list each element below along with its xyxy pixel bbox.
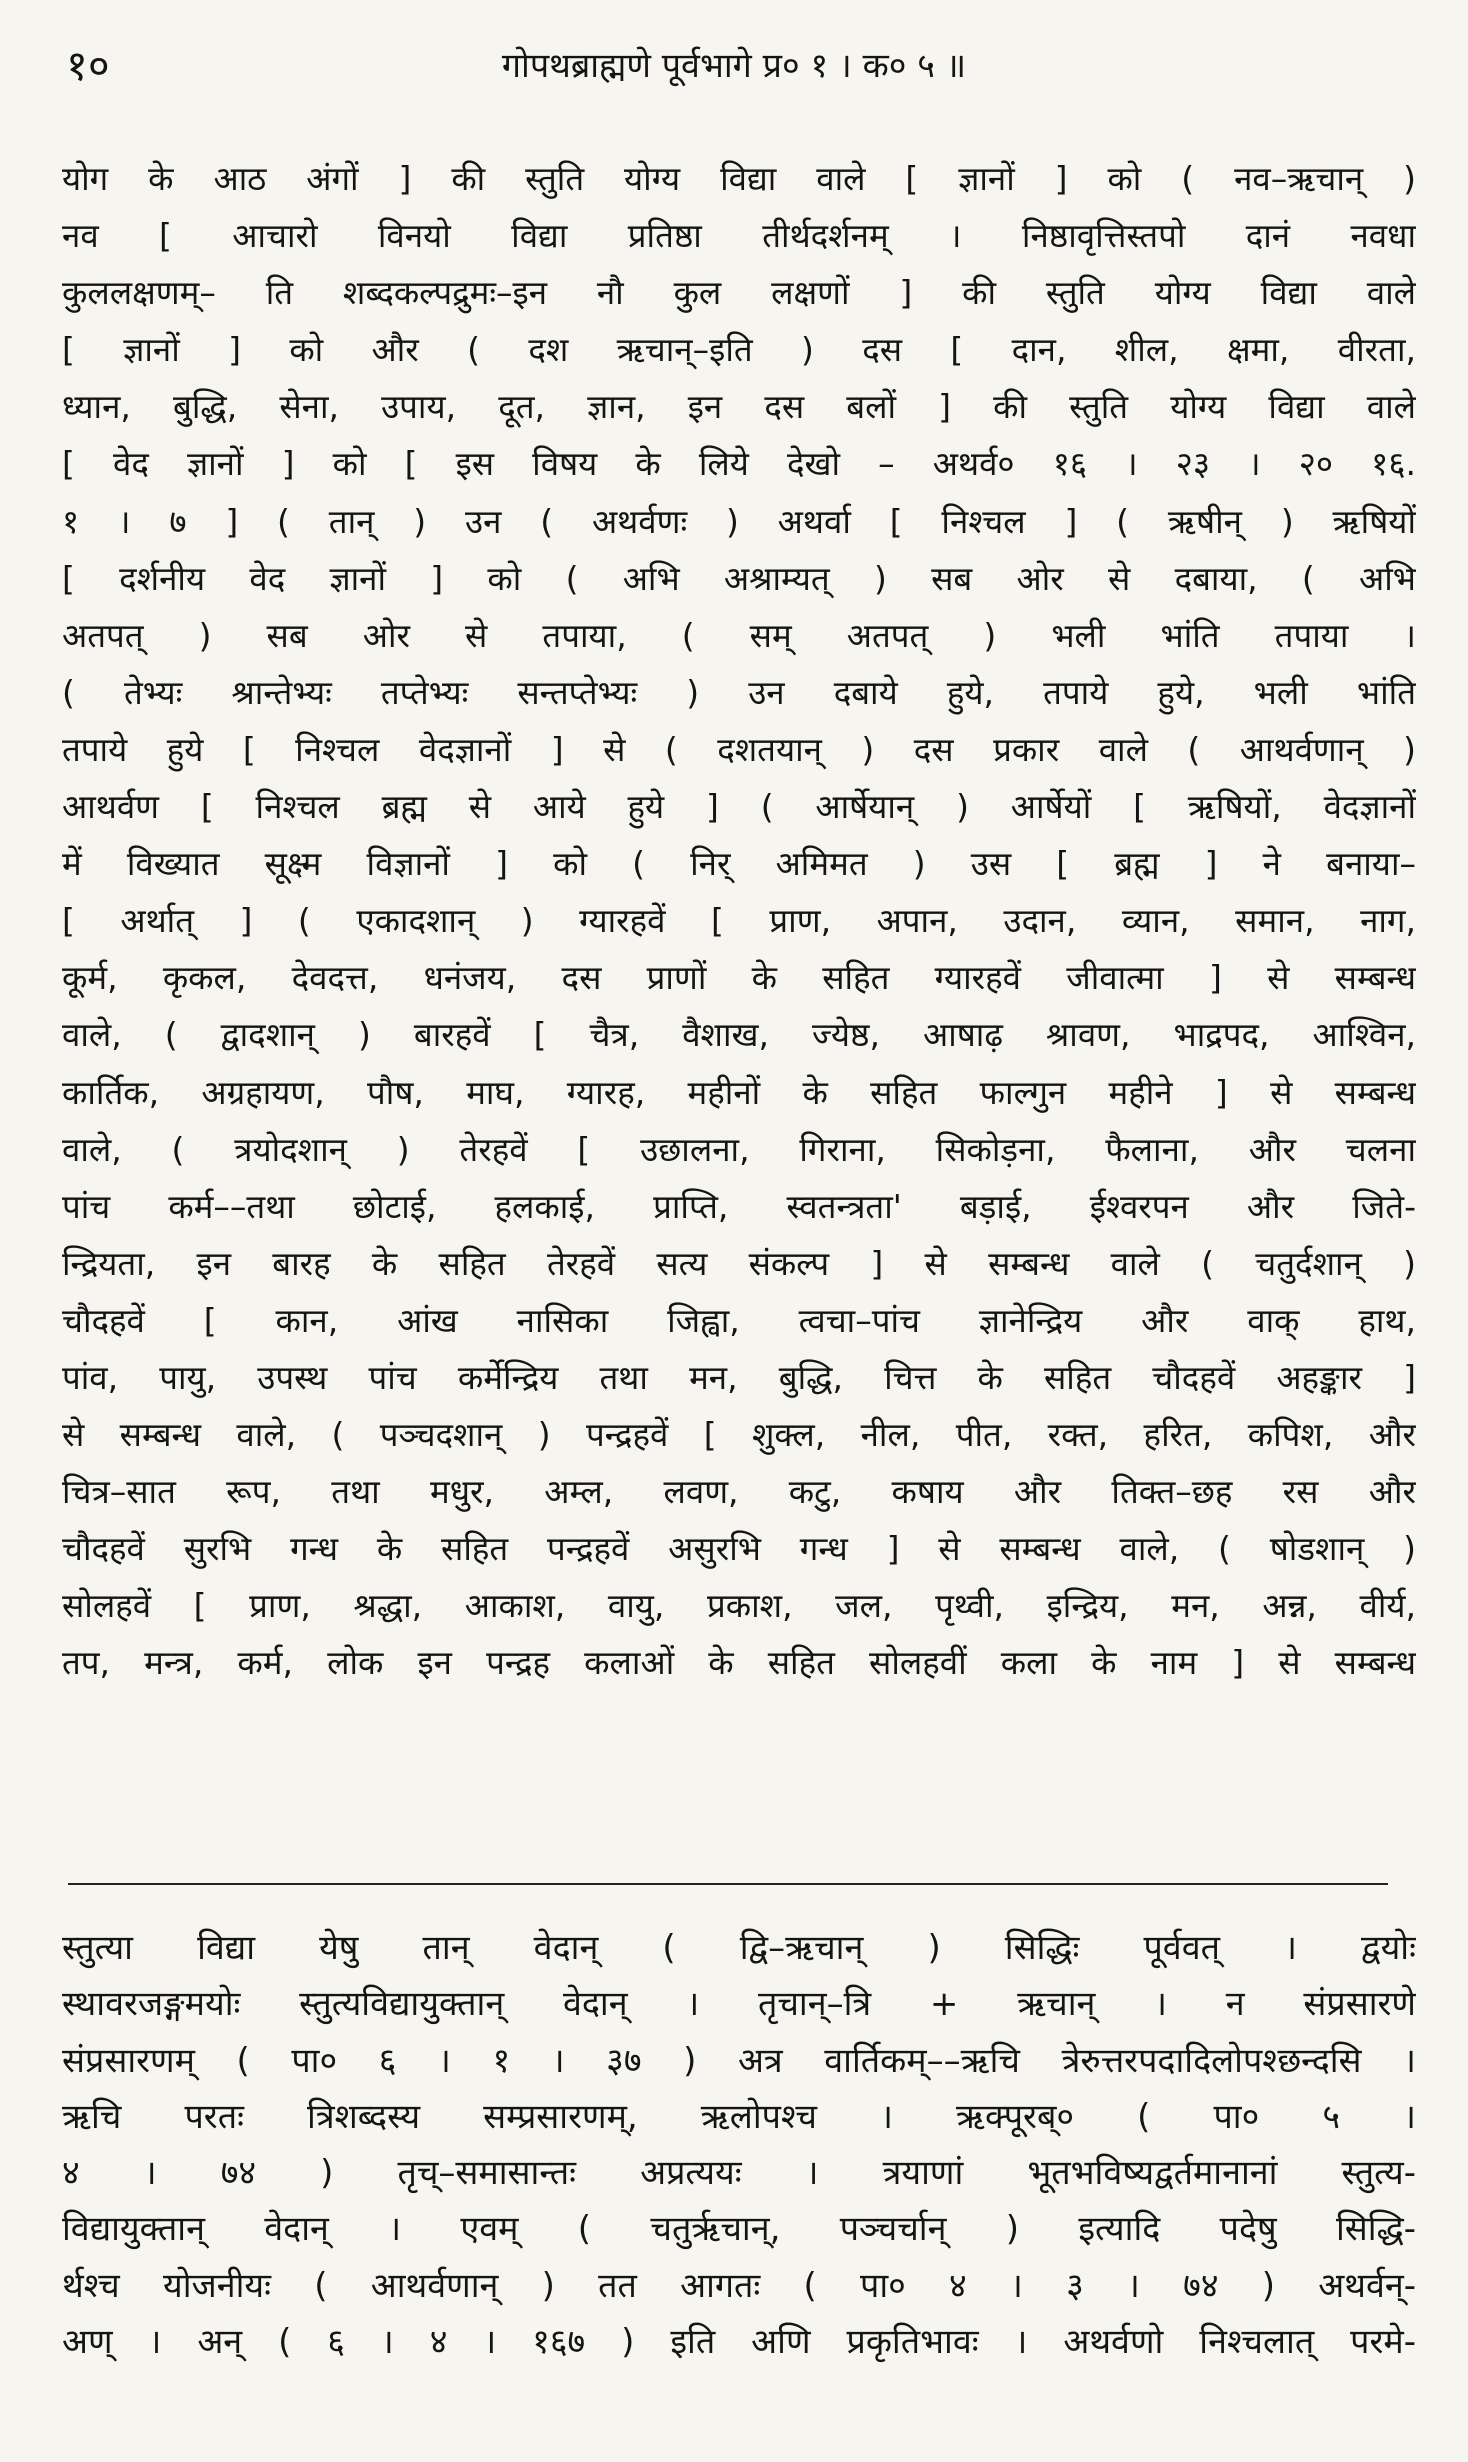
text-line: कूर्म, कृकल, देवदत्त, धनंजय, दस प्राणों के सहित ग्यारहवें जीवात्मा ] से सम्बन्ध	[62, 958, 1416, 998]
footnote-line: स्तुत्या विद्या येषु तान् वेदान् ( द्वि–ऋचान् ) सिद्धिः पूर्ववत् । द्वयोः	[62, 1928, 1416, 1968]
page-header	[66, 36, 1402, 96]
text-line: वाले, ( त्रयोदशान् ) तेरहवें [ उछालना, गिराना, सिकोड़ना, फैलाना, और चलना	[62, 1129, 1416, 1169]
footnote-line: ४ । ७४ ) तृच्–समासान्तः अप्रत्ययः । त्रयाणां भूतभविष्यद्वर्तमानानां स्तुत्य-	[62, 2153, 1416, 2194]
text-line: योग के आठ अंगों ] की स्तुति योग्य विद्या वाले [ ज्ञानों ] को ( नव–ऋचान् )	[62, 159, 1416, 198]
footnote-line: ऋचि परतः त्रिशब्दस्य सम्प्रसारणम्, ऋलोपश्च । ऋक्पूरब्० ( पा० ५ ।	[62, 2096, 1416, 2137]
text-line: [ ज्ञानों ] को और ( दश ऋचान्–इति ) दस [ दान, शील, क्षमा, वीरता,	[62, 330, 1416, 370]
text-line: से सम्बन्ध वाले, ( पञ्चदशान् ) पन्द्रहवें [ शुक्ल, नील, पीत, रक्त, हरित, कपिश, और	[62, 1415, 1416, 1455]
text-line: कार्तिक, अग्रहायण, पौष, माघ, ग्यारह, महीनों के सहित फाल्गुन महीने ] से सम्बन्ध	[62, 1072, 1416, 1112]
text-line: तपाये हुये [ निश्चल वेदज्ञानों ] से ( दशतयान् ) दस प्रकार वाले ( आथर्वणान् )	[62, 729, 1416, 769]
text-line: १ । ७ ] ( तान् ) उन ( अथर्वणः ) अथर्वा [ निश्चल ] ( ऋषीन् ) ऋषियों	[62, 501, 1416, 541]
text-line: [ दर्शनीय वेद ज्ञानों ] को ( अभि अश्राम्यत् ) सब ओर से दबाया, ( अभि	[62, 558, 1416, 598]
text-line: ध्यान, बुद्धि, सेना, उपाय, दूत, ज्ञान, इन दस बलों ] की स्तुति योग्य विद्या वाले	[62, 387, 1416, 427]
running-title: गोपथब्राह्मणे पूर्वभागे प्र० १ । क० ५ ॥	[501, 46, 967, 86]
text-line: में विख्यात सूक्ष्म विज्ञानों ] को ( निर् अमिमत ) उस [ ब्रह्म ] ने बनाया–	[62, 844, 1416, 884]
text-line: वाले, ( द्वादशान् ) बारहवें [ चैत्र, वैशाख, ज्येष्ठ, आषाढ़ श्रावण, भाद्रपद, आश्विन,	[62, 1015, 1416, 1055]
text-line: कुललक्षणम्– ति शब्दकल्पद्रुमः–इन नौ कुल लक्षणों ] की स्तुति योग्य विद्या वाले	[62, 273, 1416, 313]
footnote-line: अण् । अन् ( ६ । ४ । १६७ ) इति अणि प्रकृतिभावः । अथर्वणो निश्चलात् परमे-	[62, 2322, 1416, 2363]
footnote-line: स्थावरजङ्गमयोः स्तुत्यविद्यायुक्तान् वेदान् । तृचान्–त्रि + ऋचान् । न संप्रसारणे	[62, 1984, 1416, 2025]
page-number: १०	[66, 41, 110, 90]
text-line: चौदहवें सुरभि गन्ध के सहित पन्द्रहवें असुरभि गन्ध ] से सम्बन्ध वाले, ( षोडशान् )	[62, 1529, 1416, 1569]
footnote-line: संप्रसारणम् ( पा० ६ । १ । ३७ ) अत्र वार्तिकम्––ऋचि त्रेरुत्तरपदादिलोपश्छन्दसि ।	[62, 2040, 1416, 2081]
main-text	[62, 150, 1416, 1692]
text-line: चौदहवें [ कान, आंख नासिका जिह्वा, त्वचा–पांच ज्ञानेन्द्रिय और वाक् हाथ,	[62, 1300, 1416, 1340]
text-line: नव [ आचारो विनयो विद्या प्रतिष्ठा तीर्थदर्शनम् । निष्ठावृत्तिस्तपो दानं नवधा	[62, 216, 1416, 256]
text-line: सोलहवें [ प्राण, श्रद्धा, आकाश, वायु, प्रकाश, जल, पृथ्वी, इन्द्रिय, मन, अन्न, वीर्य,	[62, 1586, 1416, 1626]
text-line: [ वेद ज्ञानों ] को [ इस विषय के लिये देखो – अथर्व० १६ । २३ । २० १६.	[62, 444, 1416, 484]
text-line: [ अर्थात् ] ( एकादशान् ) ग्यारहवें [ प्राण, अपान, उदान, व्यान, समान, नाग,	[62, 901, 1416, 941]
text-line: ( तेभ्यः श्रान्तेभ्यः तप्तेभ्यः सन्तप्तेभ्यः ) उन दबाये हुये, तपाये हुये, भली भांति	[62, 672, 1416, 712]
footnote-line: विद्यायुक्तान् वेदान् । एवम् ( चतुर्ऋचान्, पञ्चर्चान् ) इत्यादि पदेषु सिद्धि-	[62, 2209, 1416, 2250]
text-line: पांच कर्म––तथा छोटाई, हलकाई, प्राप्ति, स्वतन्त्रता' बड़ाई, ईश्वरपन और जिते-	[62, 1186, 1416, 1226]
footnote-text	[62, 1920, 1416, 2370]
text-line: आथर्वण [ निश्चल ब्रह्म से आये हुये ] ( आर्षेयान् ) आर्षेयों [ ऋषियों, वेदज्ञानों	[62, 787, 1416, 827]
text-line: तप, मन्त्र, कर्म, लोक इन पन्द्रह कलाओं के सहित सोलहवीं कला के नाम ] से सम्बन्ध	[62, 1643, 1416, 1683]
text-line: पांव, पायु, उपस्थ पांच कर्मेन्द्रिय तथा मन, बुद्धि, चित्त के सहित चौदहवें अहङ्कार ]	[62, 1357, 1416, 1397]
footnote-divider	[68, 1883, 1388, 1885]
text-line: न्द्रियता, इन बारह के सहित तेरहवें सत्य संकल्प ] से सम्बन्ध वाले ( चतुर्दशान् )	[62, 1243, 1416, 1283]
text-line: अतपत् ) सब ओर से तपाया, ( सम् अतपत् ) भली भांति तपाया ।	[62, 615, 1416, 655]
text-line: चित्र–सात रूप, तथा मधुर, अम्ल, लवण, कटु, कषाय और तिक्त–छह रस और	[62, 1472, 1416, 1512]
footnote-line: र्थश्च योजनीयः ( आथर्वणान् ) तत आगतः ( पा० ४ । ३ । ७४ ) अथर्वन्-	[62, 2265, 1416, 2306]
